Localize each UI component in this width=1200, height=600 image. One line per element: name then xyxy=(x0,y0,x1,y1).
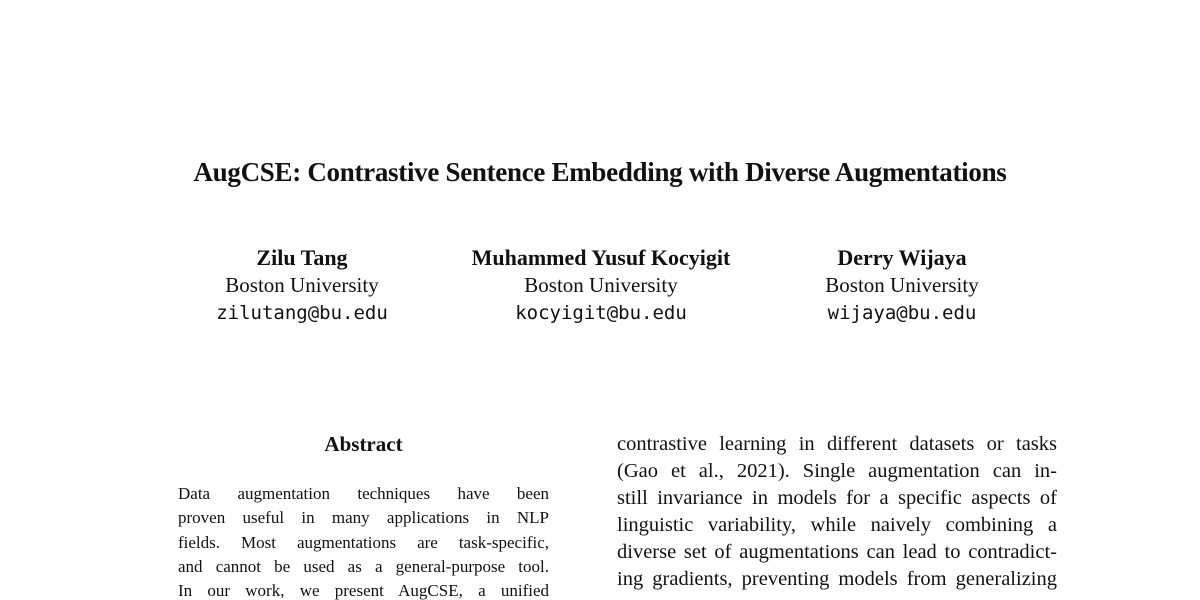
body-text-line: contrastive learning in different datasets or tasks xyxy=(617,433,1057,455)
body-text-column xyxy=(617,431,1057,593)
author-name: Muhammed Yusuf Kocyigit xyxy=(471,245,731,270)
author-block xyxy=(431,244,771,327)
abstract-line: fields. Most augmentations are task-specific, xyxy=(178,532,549,552)
body-text-line: diverse set of augmentations can lead to contradict- xyxy=(617,541,1057,563)
author-name: Derry Wijaya xyxy=(837,245,967,270)
abstract-heading: Abstract xyxy=(324,432,403,456)
paper-title: AugCSE: Contrastive Sentence Embedding with Diverse Augmentations xyxy=(193,157,1007,187)
body-text-line: still invariance in models for a specific aspects of xyxy=(617,487,1057,509)
body-text-line: (Gao et al., 2021). Single augmentation can in- xyxy=(617,460,1057,482)
author-affiliation: Boston University xyxy=(825,273,979,297)
abstract-line: In our work, we present AugCSE, a unified xyxy=(178,581,549,600)
body-text-line: linguistic variability, while naively combining a xyxy=(617,514,1057,536)
abstract-body xyxy=(178,482,549,600)
abstract-line: proven useful in many applications in NLP xyxy=(178,508,549,528)
author-block xyxy=(732,244,1072,327)
author-affiliation: Boston University xyxy=(524,273,678,297)
abstract-line: and cannot be used as a general-purpose tool. xyxy=(178,556,549,576)
abstract-line: Data augmentation techniques have been xyxy=(178,484,549,503)
author-affiliation: Boston University xyxy=(225,273,379,297)
author-email: zilutang@bu.edu xyxy=(216,302,388,324)
author-block xyxy=(132,244,472,327)
author-email: kocyigit@bu.edu xyxy=(515,302,687,324)
body-text-line: ing gradients, preventing models from generalizing xyxy=(617,568,1057,590)
author-name: Zilu Tang xyxy=(256,245,348,270)
author-email: wijaya@bu.edu xyxy=(827,302,977,324)
